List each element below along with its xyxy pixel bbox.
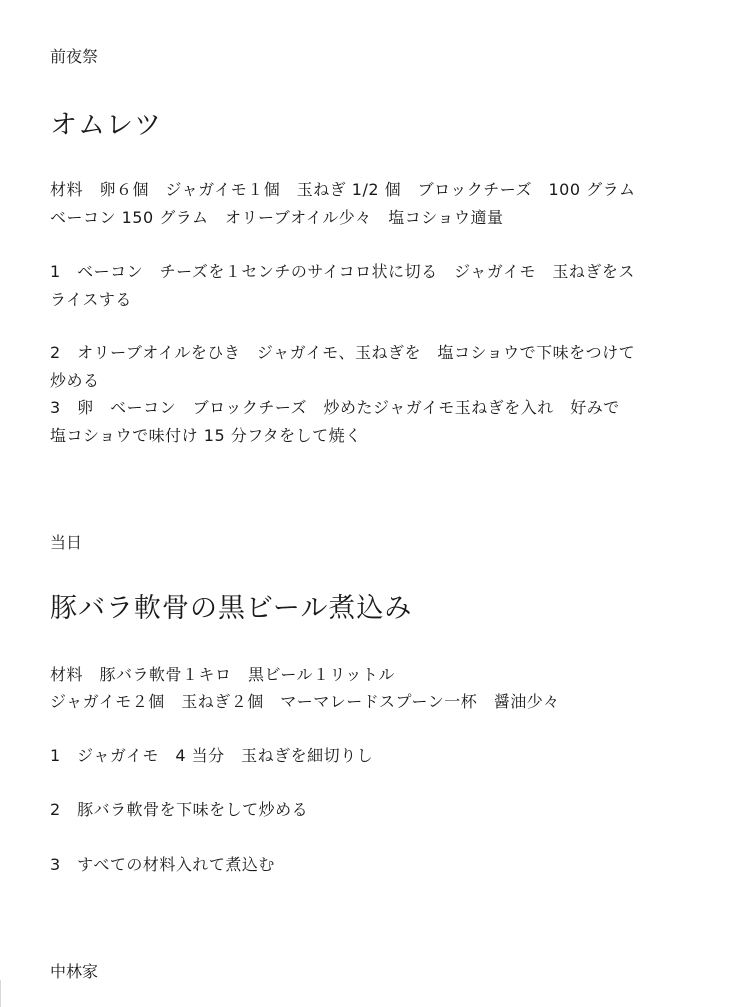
step-3-line: 塩コショウで味付け 15 分フタをして焼く xyxy=(50,426,362,445)
section-label-eve: 前夜祭 xyxy=(50,47,99,66)
step-2-line: 2 オリーブオイルをひき ジャガイモ、玉ねぎを 塩コショウで下味をつけて xyxy=(50,343,636,362)
footer-label: 中林家 xyxy=(50,962,99,981)
step-2-line: 炒める xyxy=(50,371,100,390)
recipe-title-omelette: オムレツ xyxy=(50,110,162,141)
recipe-title-pork: 豚バラ軟骨の黒ビール煮込み xyxy=(50,593,413,624)
ingredients-line: 材料 豚バラ軟骨１キロ 黒ビール１リットル xyxy=(50,665,395,684)
ingredients-line: ベーコン 150 グラム オリーブオイル少々 塩コショウ適量 xyxy=(50,208,504,227)
step-1-line: 1 ベーコン チーズを１センチのサイコロ状に切る ジャガイモ 玉ねぎをス xyxy=(50,262,635,281)
step-3-line: 3 すべての材料入れて煮込む xyxy=(50,855,275,874)
ingredients-line: 材料 卵６個 ジャガイモ１個 玉ねぎ 1/2 個 ブロックチーズ 100 グラム xyxy=(50,180,636,199)
section-label-day: 当日 xyxy=(50,533,83,552)
scan-edge-mark xyxy=(0,980,1,1007)
step-1-line: ライスする xyxy=(50,290,132,309)
step-1-line: 1 ジャガイモ 4 当分 玉ねぎを細切りし xyxy=(50,746,374,765)
step-3-line: 3 卵 ベーコン ブロックチーズ 炒めたジャガイモ玉ねぎを入れ 好みで xyxy=(50,398,620,417)
ingredients-line: ジャガイモ２個 玉ねぎ２個 マーマレードスプーン一杯 醤油少々 xyxy=(50,692,560,711)
step-2-line: 2 豚バラ軟骨を下味をして炒める xyxy=(50,800,309,819)
